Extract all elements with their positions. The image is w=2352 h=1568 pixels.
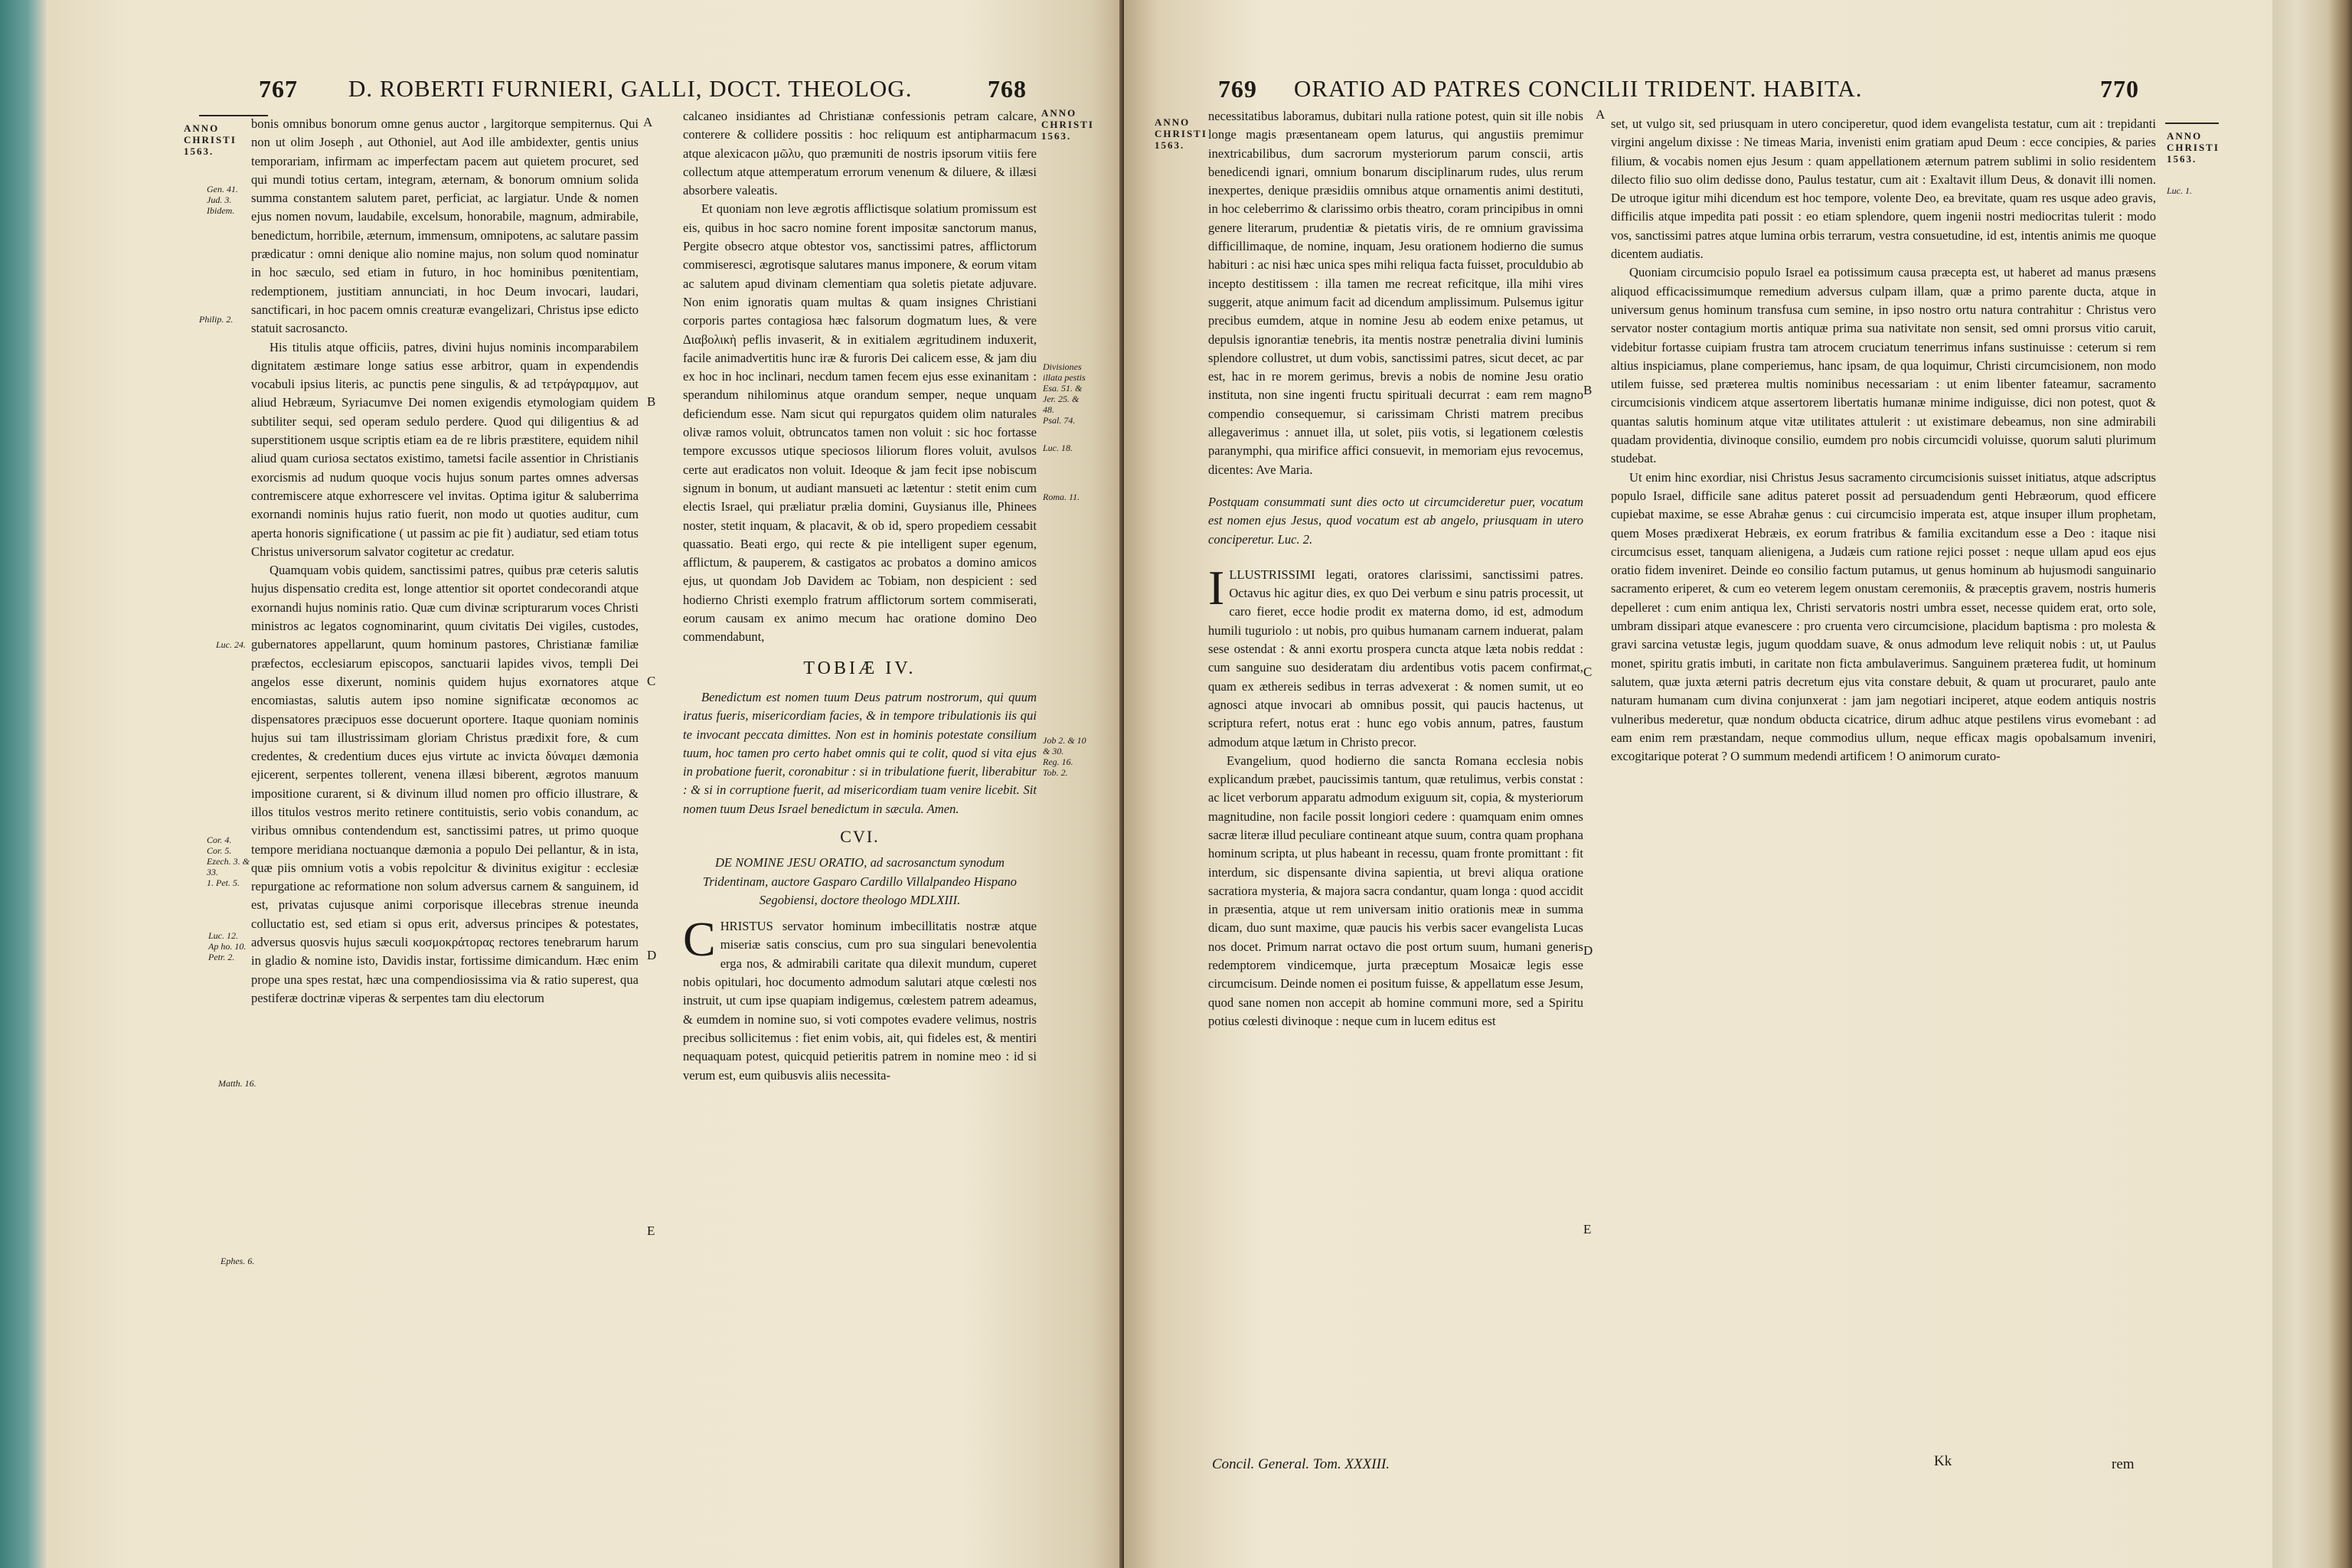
margin-note: Ephes. 6. <box>220 1256 255 1266</box>
section-letter-d: D <box>647 948 657 962</box>
section-letter-a: A <box>643 115 653 129</box>
anno-christi-left: ANNO CHRISTI 1563. <box>1155 116 1207 151</box>
section-letter-b: B <box>647 394 656 409</box>
paragraph: set, ut vulgo sit, sed priusquam in utero conciperetur, quod idem evangelista testatur, cum ait : trepidanti virgini angelum dixisse : Ne timeas Maria, invenisti enim gratiam apud Deum : ecce concipies, & paries filium, & vocabis nomen ejus Jesum : quam appellationem æternum patrem sublimi in solio residentem dilecto filio suo olim dedisse dono, Paulus testatur, cum ait : Exaltavit illum Deus, & donavit illi nomen. De utroque igitur mihi dicendum est hoc tempore, volente Deo, ea brevitate, quam res usque adeo gravis, difficilis atque impedita pati possit : eo etiam splendore, quem ingenii nostri mediocritas tulerit : modo vos, sanctissimi patres atque lumina orbis terrarum, vestra consuetudine, id est, intentis animis me quoque dicentem audiatis. <box>1611 116 2156 262</box>
running-header-right: ORATIO AD PATRES CONCILII TRIDENT. HABITA. <box>1294 75 1863 102</box>
scripture-quote: Benedictum est nomen tuum Deus patrum nostrorum, qui quum iratus fueris, misericordiam facies, & in tempore tribulationis iis qui te invocant peccata dimittes. Non est in hominis potestate consilium tuum, hoc tamen pro certo habet omnis qui te colit, quod si vita ejus in probatione fuerit, coronabitur : si in tribulatione fuerit, liberabitur : & si in corruptione fuerit, ad misericordiam tuam venire licebit. Sit nomen tuum Deus Israel benedictum in sæcula. Amen. <box>683 689 1037 816</box>
scripture-quote: Postquam consummati sunt dies octo ut circumcideretur puer, vocatum est nomen ejus Jesus, quod vocatum est ab angelo, priusquam in utero conciperetur. Luc. 2. <box>1208 494 1583 547</box>
page-number-770: 770 <box>2100 75 2139 103</box>
section-letter-e: E <box>1583 1222 1592 1236</box>
margin-note: Philip. 2. <box>199 314 234 325</box>
margin-note: Luc. 18. <box>1043 443 1073 453</box>
margin-note: Luc. 24. <box>216 639 246 650</box>
margin-note: Luc. 1. <box>2167 185 2192 196</box>
running-header-left: D. ROBERTI FURNIERI, GALLI, DOCT. THEOLOG. <box>348 75 913 102</box>
anno-christi-left: ANNO CHRISTI 1563. <box>184 122 237 157</box>
signature-mark: Kk <box>1934 1453 1952 1469</box>
drop-cap: C <box>683 912 716 967</box>
section-letter-a: A <box>1596 107 1606 122</box>
margin-note: Roma. 11. <box>1043 492 1080 502</box>
section-letter-c: C <box>1583 665 1592 679</box>
paragraph: bonis omnibus bonorum omne genus auctor , largitorque sempiternus. Qui non ut olim Joseph , aut Othoniel, aut Aod ille ambidexter, gentis unius temporariam, infirmam ac imperfectam pacem aut quietem procuret, sed qui mundi totius certam, integram, æternam, & bonorum omnium solida summa constantem salutem paret, perficiat, ac largiatur. Unde & nomen ejus nomen novum, laudabile, excelsum, honorabile, magnum, admirabile, benedictum, horribile, æternum, immensum, omnipotens, ac salutare passim prædicatur : omni denique alio nomine majus, non solum quod nominatur in hoc sæculo, sed etiam in futuro, in hoc hominibus pœnitentiam, redemptionem, justitiam annunciati, in hoc Deum invocari, laudari, sanctificari, in hoc pacem omnis creaturæ evangelizari, Christus ipse edicto statuit sacrosancto. <box>251 116 639 336</box>
section-letter-b: B <box>1583 383 1592 397</box>
left-page-column-1 <box>251 115 639 1531</box>
paragraph: Et quoniam non leve ægrotis afflictisque solatium promissum est eis, quibus in hoc sacro nomine forent impositæ sanctorum manus, Pergite obsecro atque obtestor vos, sanctissimi patres, afflictorum commiseresci, ægrotisque salutares manus imponere, & eorum vitam ac salutem apud divinam clementiam qua soletis pietate adjuvare. Non enim ignoratis quam multas & quam insignes Christiani corporis partes contagiosa hæc falsorum dogmatum lues, & vere Διαβολικὴ peflis invaserit, & in exitialem ægritudinem induxerit, facile animadvertitis hunc iræ & furoris Dei calicem esse, & jam diu ex hoc in hoc inclinari, necdum tamen fecem ejus esse exinanitam : sperandum nihilominus atque orandum semper, neque unquam deficiendum esse. Nam sicut qui repurgatos quidem olim naturales olivæ ramos voluit, obtruncatos tamen non voluit : sic hoc fortasse tempore excussos utique speciosos liliorum flores voluit, avulsos certe aut eradicatos non voluit. Ideoque & jam fecit ipse nobiscum signum in bonum, ut audiant mansueti ac lætentur : stetit enim cum electis Israel, qui præliatur prælia domini, Guysianus ille, Phinees noster, stetit inquam, & placavit, & ob id, spero propediem cessabit quassatio. Beati ergo, qui recte & pie intelligent super egenum, afflictum, & pauperem, & castigatos ac probatos a domino amicos ejus, ut quondam Job Davidem ac Tobiam, non despicient : sed hodierno Christi exemplo fratrum afflictorum sortem commiserati, eorum causam ex animo mecum hac oratione domino Deo commendabunt, <box>683 201 1037 645</box>
drop-cap: I <box>1208 560 1225 615</box>
right-page-column-1 <box>1208 107 1583 1439</box>
left-page <box>46 0 1124 1568</box>
page-number-769: 769 <box>1218 75 1257 103</box>
header-rule <box>2165 122 2219 124</box>
right-page <box>1124 0 2272 1568</box>
anno-christi-right: ANNO CHRISTI 1563. <box>1041 107 1094 142</box>
paragraph-text: HRISTUS servator hominum imbecillitatis nostræ atque miseriæ satis conscius, cum pro sua singulari benevolentia erga nos, & admirabili caritate qua dilexit mundum, cuperet nobis opitulari, hoc documento admodum salutari atque cœlesti nos instruit, ut cum ipse quapiam indigemus, cœlestem patrem adeamus, & eumdem in nomine suo, si voti compotes evadere velimus, nostris precibus sollicitemus : fiet enim vobis, ait, qui fideles est, & mentiri nequaquam potest, quicquid petieritis patrem in nomine meo : id si verum est, eum quibusvis aliis necessita- <box>683 919 1037 1083</box>
paragraph <box>1208 560 1583 752</box>
paragraph: His titulis atque officiis, patres, divini hujus nominis incomparabilem dignitatem æstimare longe satius esse arbitror, quam in expendendis vocabuli ipsius literis, ac punctis pene singulis, & ad τετράγραμμον, aut aliud Hebræum, Syriacumve Dei nomen exigendis etymologiam quidem subtiliter sequi, sed operam sedulo perdere. Quod qui diligentius & ad superstitionem usque scriptis etiam ea de re libris præstitere, equidem nihil aliud quam curiosa sectatos existimo, tametsi facile assentior in Christianis exorcismis ad nudum quoque vocis hujus sonum partes omnes adversas contremiscere atque exhorrescere vel invitas. Optima igitur & saluberrima exornandi nominis hujus ratio fuerit, non modo ut quoties auditur, cum aperta honoris significatione ( ut passim ac pie fit ) audiatur, sed etiam totus Christus universorum salvator cogitetur ac credatur. <box>251 339 639 559</box>
margin-note: Gen. 41. Jud. 3. Ibidem. <box>207 184 238 216</box>
section-letter-d: D <box>1583 943 1593 958</box>
page-number-768: 768 <box>988 75 1027 103</box>
section-heading-tobiae: TOBIÆ IV. <box>803 658 916 678</box>
section-number: CVI. <box>840 826 880 846</box>
book-edge-right <box>2272 0 2352 1568</box>
margin-note: Divisiones illata pestis Esa. 51. & Jer. 25. & 48. Psal. 74. <box>1043 361 1086 426</box>
section-letter-c: C <box>647 674 656 688</box>
paragraph: Ut enim hinc exordiar, nisi Christus Jesus sacramento circumcisionis suisset initiatus, atque adscriptus populo Israel, difficile sane aditus pateret possit ad persuadendum genti Hebræorum, quod efficere cupiebat maxime, se esse Abrahæ genus : cui circumcisio imperata est, atque insuper illum prophetam, quem Moses prædixerat Hebræis, ex eorum fratribus & familia excitandum esse a Deo : itaque nisi circumcisus esset, tanquam alienigena, a Judæis cum ratione rejici posset : neque ullam apud eos ejus oratio fidem inveniret. Deinde eo consilio factum putamus, ut genus hominum ab hujusmodi sanguinario sacramento eriperet, & cum eo veterem legem onustam ceremoniis, & præceptis gravem, nostris humeris depelleret : cum enim antiqua lex, Christi servatoris nostri umbra esset, necesse quidem erat, orto sole, umbram dissipari atque evanescere : pro cruenta vero circumcisione, placidum baptisma : pro molesta & gravi sarcina vetustæ legis, jugum quoddam suave, & onus admodum leve reliquit nobis : ut, ut Paulus monet, spiritu gratis imbuti, in caritate non ficta ambulaverimus. Sanguinem præterea fudit, ut hominum salutem, quæ juxta æterni patris decretum ejus vita constare debuit, & quam ut procuraret, paulo ante naturam humanam cum divina conjunxerat : jam jam negotiari inciperet, atque eodem antiquis nostris vulneribus mederetur, quæ nondum obducta cicatrice, dirum adhuc atque pestilens virus evomebant : ad eam enim rem præstandam, neque commodius ullum, neque efficax magis opobalsamum inveniri, excogitarique poterat ? O summum medendi artificem ! O animorum curato- <box>1611 469 2156 764</box>
anno-christi-right: ANNO CHRISTI 1563. <box>2167 130 2220 165</box>
catchword: rem <box>2112 1456 2135 1472</box>
section-letter-e: E <box>647 1223 655 1238</box>
margin-note: Matth. 16. <box>218 1078 256 1089</box>
oration-title: DE NOMINE JESU ORATIO, ad sacrosanctum synodum Tridentinam, auctore Gasparo Cardillo Villalpandeo Hispano Segobiensi, doctore theologo MDLXIII. <box>703 855 1017 907</box>
margin-note: Job 2. & 10 & 30. Reg. 16. Tob. 2. <box>1043 735 1086 778</box>
left-page-column-2 <box>683 107 1037 1547</box>
footer-volume: Concil. General. Tom. XXXIII. <box>1212 1456 1390 1472</box>
paragraph: necessitatibus laboramus, dubitari nulla ratione potest, quin sit ille nobis longe magis præsentaneam opem laturus, qui angustiis premimur inextricabilibus, dum sacrorum mysteriorum parum conscii, artis benedicendi ignari, omnium bonarum disciplinarum rudes, ulus rerum inexpertes, denique præsidiis omnibus atque ornamentis animi destituti, in hoc celeberrimo & clarissimo orbis theatro, coram principibus in omni genere literarum, prudentiæ & pietatis viris, de re omnium gravissima difficillimaque, de nomine, inquam, Jesu orationem hodierno die sumus habituri : ac nisi hæc unica spes mihi reliqua facta fuisset, proculdubio ab incepto destitissem : illa tamen me recreat reficitque, illa mihi vires suggerit, atque animum facit ad dicendum amplissimum. Pulsemus igitur precibus eumdem, atque in nomine Jesu ab eodem enixe petamus, ut depulsis ignorantiæ tenebris, ita mentis nostræ penetralia divini luminis splendore collustret, ut dum vobis, sanctissimi patres, sicut decet, ac par est, hac in re morem gerimus, brevis a nobis de nomine Jesu oratio instituta, non sine ingenti fructu spirituali decurrat : eam rem magno compendio consequemur, si carissimam Christi matrem precibus allegaverimus : annuet illa, ut solet, piis votis, si legationem cœlestis paranymphi, qua mirifice affici consuevit, in memoriam ejus revocemus, dicentes: Ave Maria. <box>1208 109 1583 477</box>
margin-note: Luc. 12. Ap ho. 10. Petr. 2. <box>208 930 247 962</box>
paragraph <box>683 912 1037 1085</box>
paragraph-text: LLUSTRISSIMI legati, oratores clarissimi, sanctissimi patres. Octavus hic agitur dies, ex quo Dei verbum e sinu patris processit, ut caro fieret, ecce hodie prodit ex materna domo, id est, admodum humili tuguriolo : ut nobis, pro quibus humanam carnem induerat, palam sese ostendat : & anni exortu prospera cuncta atque læta nobis reddat : cum sanguine suo desideratam diu ardentibus votis pacem confirmat, quam ex æthereis sedibus in terras advexerat : & nomen sumit, ut eo agnosci atque invocari ab omnibus possit, qui paucis hactenus, ut scriptura refert, notus erat : hunc ego vobis annum, patres, faustum admodum atque lætum in Christo precor. <box>1208 567 1583 750</box>
paragraph: Evangelium, quod hodierno die sancta Romana ecclesia nobis explicandum præbet, paucissimis tantum, quæ retulimus, verbis constat : ac licet verborum apparatu admodum exiguum sit, copia, & mysteriorum magnitudine, non facile possit longiori cedere : quamquam enim omnes sacræ literæ illud peculiare contineant atque suum, contra quam prophana hominum scripta, ut plus habeant in recessu, quam fronte promittant : fit interdum, sic dispensante divina sapientia, ut brevi aliqua oratione sacratiora mysteria, & majora sacra condantur, quam longa : quod accidit in præsentia, atque ut rem universam initio orationis meæ in summa dicam, duo sunt maxime, quæ paucis his verbis sacer evangelista Lucas nos docet. Primum narrat octavo die post ortum suum, humani generis redemptorem vindicemque, jurta præceptum Mosaicæ legis esse circumcisum. Deinde nomen ei positum fuisse, & appellatum esse Jesum, quod sane nomen non accepit ab homine communi more, sed a Spiritu potius cœlesti divinoque : neque cum in lucem editus est <box>1208 753 1583 1028</box>
book-edge-left <box>0 0 46 1568</box>
paragraph: Quamquam vobis quidem, sanctissimi patres, quibus præ ceteris salutis hujus dispensatio credita est, longe attentior sit oportet condecorandi atque exornandi hujus nominis ratio. Quæ cum divinæ scripturarum voces Christi ministros ac legatos cognominarint, quum civitatis Dei vigiles, custodes, gubernatores appellarunt, quum hominum pastores, Christianæ familiæ præfectos, ecclesiarum episcopos, sanctuarii lapides vivos, templi Dei angelos esse dixerunt, nominis quidem hujus exornatores atque encomiastas, salutis autem ipso nomine significatæ œconomos ac dispensatores præcipuos esse docuerunt oportere. Itaque quoniam nominis hujus sui tam illustrissimam gloriam Christus prædixit fore, & cum credentes, & credentium duces ejus virtute ac invicta δύναμει dæmonia ejicerent, serpentes tollerent, venena illæsi biberent, ægrotos manuum impositione curarent, si & divinum illud nomen pro officio illustrare, & illos titulos vestros merito retinere contituistis, serio vobis conandum, ac viribus omnibus contendendum est, sanctissimi patres, ut primo quoque tempore meridiana noctuanque dæmonia a populo Dei pellantur, & in ista, quæ piis omnium votis a vobis repolcitur & divinitus exigitur : ecclesiæ repurgatione ac reformatione non solum adversus carnem & sanguinem, id est, privatas cujusque animi corporisque illecebras strenue ineunda colluctatio est, sed etiam si opus erit, adversus principes & potestates, adversus quosvis hujus sæculi κοσμοκράτορας rectores tenebrarum harum in gladio & nomine isto, Davidis instar, fortissime dimicandum. Hæc enim prope una spes restat, hæc una compendiosissima via & ratio superest, qua pestiferæ doctrinæ viperas & serpentes tam diu electorum <box>251 563 639 1005</box>
paragraph: Quoniam circumcisio populo Israel ea potissimum causa præcepta est, ut haberet ad manus præsens aliquod efficacissimumque remedium adversus culpam illam, quæ a primo parente ducta, atque in universum genus hominum transfusa cum semine, in ipso nostro ortu natura contrahitur : Christus vero servator noster contagium mortis antiquæ prima sua nativitate non sensit, sed omni prorsus vitio caruit, videbitur fortasse cuipiam frustra tam atrocem cruciatum tenerrimus infans sustinuisse : ceterum si rem altius inspiciamus, plane comperiemus, hanc ipsam, de qua loquimur, Christi circumcisionem, non modo utilem fuisse, sed præterea multis nominibus necessariam : ut enim libenter fateamur, sacramento circumcisionis vindicem atque assertorem libertatis humanæ minime indiguisse, dici non potest, quot & quantas salutis hominum atque vitæ utilitates attulerit : ut existimare debeamus, non sine admirabili quadam providentia, divinoque consilio, eumdem pro nobis circumcidi voluisse, quorum saluti plurimum studebat. <box>1611 265 2156 466</box>
page-number-767: 767 <box>259 75 298 103</box>
margin-note: Cor. 4. Cor. 5. Ezech. 3. & 33. 1. Pet. 5. <box>207 835 250 888</box>
paragraph: calcaneo insidiantes ad Christianæ confessionis petram calcare, conterere & collidere possitis : hoc reliquum est antipharmacum atque alexicacon μῶλυ, quo præmuniti de nostris ipsorum vitiis fere collectum atque attemperatum errorum venenum & diluere, & illæsi absorbere valeatis. <box>683 109 1037 198</box>
right-page-column-2 <box>1611 115 2156 1459</box>
